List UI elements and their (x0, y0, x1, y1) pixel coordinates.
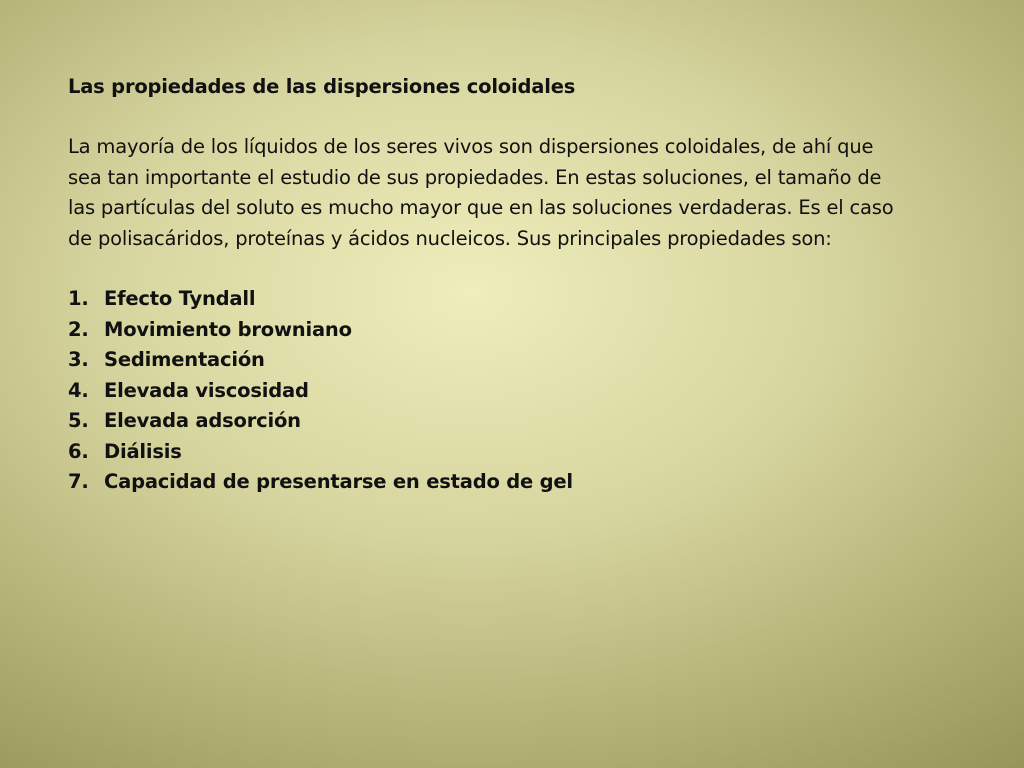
paragraph-line: las partículas del soluto es mucho mayor que en las soluciones verdaderas. Es el caso (68, 196, 894, 219)
list-item-label: Sedimentación (104, 348, 265, 371)
slide-title: Las propiedades de las dispersiones coloidales (68, 75, 576, 98)
list-item (68, 437, 968, 468)
list-item-number: 5. (68, 409, 89, 432)
paragraph-line: sea tan importante el estudio de sus propiedades. En estas soluciones, el tamaño de (68, 165, 882, 189)
intro-paragraph (68, 132, 968, 254)
list-item-label: Capacidad de presentarse en estado de gel (104, 470, 573, 493)
list-item (68, 345, 968, 376)
list-item-number: 6. (68, 439, 89, 463)
list-item (68, 376, 968, 407)
list-item-number: 2. (68, 317, 89, 341)
spacer (68, 102, 968, 132)
list-item-label: Diálisis (104, 439, 182, 463)
list-item (68, 467, 968, 498)
list-item (68, 406, 968, 437)
paragraph-line: La mayoría de los líquidos de los seres vivos son dispersiones coloidales, de ahí que (68, 135, 874, 158)
list-item-number: 3. (68, 348, 89, 371)
list-item-label: Movimiento browniano (104, 317, 352, 341)
list-item-number: 7. (68, 470, 89, 493)
list-item-label: Elevada viscosidad (104, 378, 309, 402)
list-item-number: 1. (68, 287, 89, 310)
spacer (68, 254, 968, 284)
list-item-number: 4. (68, 378, 89, 402)
paragraph-line: de polisacáridos, proteínas y ácidos nucleicos. Sus principales propiedades son: (68, 226, 832, 250)
list-item (68, 284, 968, 315)
slide-content (68, 72, 968, 498)
list-item (68, 315, 968, 346)
list-item-label: Elevada adsorción (104, 409, 301, 432)
properties-list (68, 284, 968, 498)
list-item-label: Efecto Tyndall (104, 287, 256, 310)
